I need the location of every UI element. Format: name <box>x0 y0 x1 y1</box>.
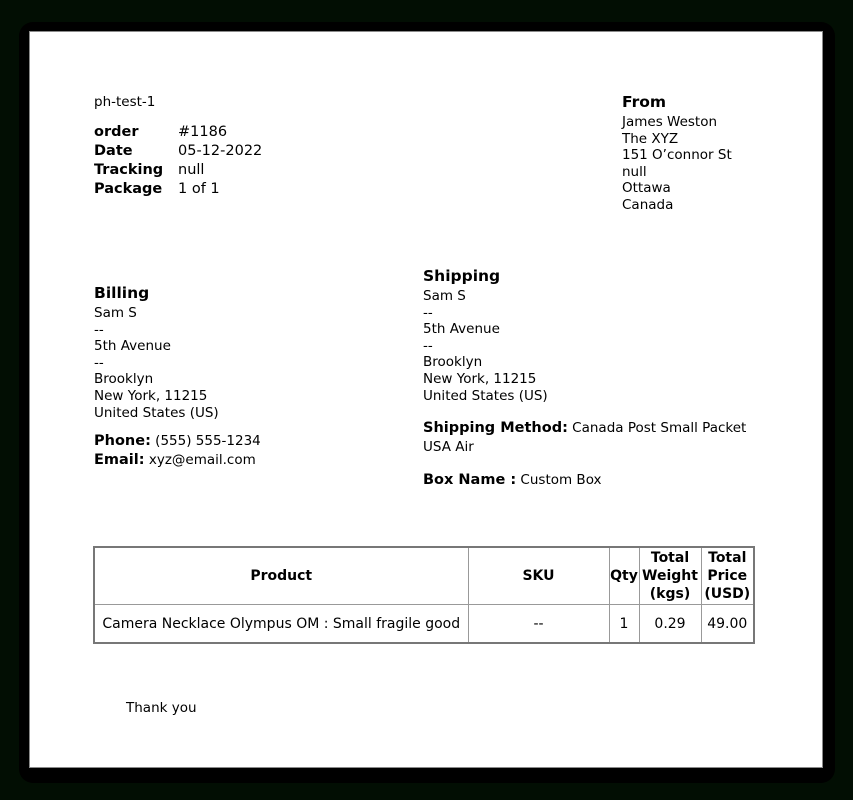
order-package-row <box>94 180 262 199</box>
billing-phone-row <box>94 432 394 451</box>
from-heading: From <box>622 93 667 111</box>
billing-line: New York, 11215 <box>94 387 208 404</box>
col-header-product: Product <box>94 547 468 605</box>
shipping-method-row <box>423 419 757 456</box>
col-header-total-weight: Total Weight (kgs) <box>639 547 701 605</box>
billing-line: Brooklyn <box>94 371 154 388</box>
table-row <box>94 605 754 644</box>
cell-total-price: 49.00 <box>701 605 754 644</box>
shipping-line: 5th Avenue <box>423 321 500 338</box>
box-name-label: Box Name : <box>423 472 517 489</box>
billing-email-row <box>94 451 394 470</box>
packing-slip-page <box>29 31 823 768</box>
shipping-line: New York, 11215 <box>423 370 537 387</box>
col-header-total-price: Total Price (USD) <box>701 547 754 605</box>
shipping-line: United States (US) <box>423 387 548 404</box>
order-tracking-row <box>94 161 262 180</box>
from-line: James Weston <box>622 114 718 130</box>
col-header-sku: SKU <box>468 547 609 605</box>
from-line: Canada <box>622 196 674 213</box>
shipping-heading: Shipping <box>423 267 501 285</box>
email-value: xyz@email.com <box>148 452 256 469</box>
shipping-line: -- <box>423 337 433 354</box>
billing-line: -- <box>94 354 104 371</box>
from-line: The XYZ <box>622 130 679 147</box>
order-number-value: #1186 <box>178 124 228 140</box>
billing-line: 5th Avenue <box>94 338 171 355</box>
items-table-header-row <box>94 547 754 605</box>
shipping-line: Brooklyn <box>423 354 483 371</box>
shipping-line: Sam S <box>423 288 466 304</box>
phone-value: (555) 555-1234 <box>155 433 261 450</box>
order-tracking-label: Tracking <box>94 162 164 178</box>
order-number-label: order <box>94 124 139 140</box>
cell-product: Camera Necklace Olympus OM : Small fragile good <box>94 605 468 644</box>
billing-address-block <box>94 283 394 470</box>
shipping-method-value: Canada Post Small Packet USA Air <box>423 420 747 455</box>
phone-label: Phone: <box>94 433 151 450</box>
order-number-row <box>94 123 262 142</box>
billing-line: -- <box>94 321 104 338</box>
shipping-line: -- <box>423 304 433 321</box>
from-line: Ottawa <box>622 180 671 197</box>
cell-sku: -- <box>468 605 609 644</box>
box-name-value: Custom Box <box>520 472 602 489</box>
order-tracking-value: null <box>178 162 205 178</box>
from-line: null <box>622 163 647 180</box>
billing-line: Sam S <box>94 305 137 321</box>
from-address-block <box>622 92 812 214</box>
slip-label: ph-test-1 <box>94 94 156 110</box>
billing-line: United States (US) <box>94 404 219 421</box>
order-package-label: Package <box>94 181 163 197</box>
box-name-row <box>423 471 757 490</box>
billing-heading: Billing <box>94 284 150 302</box>
billing-contact <box>94 432 394 470</box>
order-date-value: 05-12-2022 <box>178 143 263 159</box>
email-label: Email: <box>94 452 145 469</box>
from-line: 151 O’connor St <box>622 147 732 164</box>
order-date-row <box>94 142 262 161</box>
shipping-address-block <box>423 266 757 490</box>
cell-qty: 1 <box>609 605 639 644</box>
order-info <box>94 123 262 199</box>
shipping-method-label: Shipping Method: <box>423 420 568 437</box>
order-date-label: Date <box>94 143 133 159</box>
items-table <box>93 546 755 644</box>
col-header-qty: Qty <box>609 547 639 605</box>
cell-total-weight: 0.29 <box>639 605 701 644</box>
order-package-value: 1 of 1 <box>178 181 220 197</box>
thank-you-note: Thank you <box>126 700 197 716</box>
